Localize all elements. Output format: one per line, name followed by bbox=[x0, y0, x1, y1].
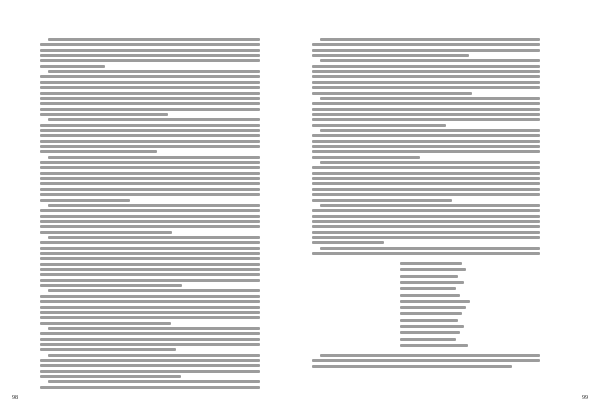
text-line-placeholder bbox=[40, 359, 260, 362]
text-line-placeholder bbox=[312, 241, 384, 244]
text-line-placeholder bbox=[312, 225, 540, 228]
text-line-placeholder bbox=[40, 375, 181, 378]
text-line-placeholder bbox=[40, 140, 260, 143]
text-line-placeholder bbox=[40, 129, 260, 132]
text-line-placeholder bbox=[48, 118, 260, 121]
text-line-placeholder bbox=[312, 172, 540, 175]
text-line-placeholder bbox=[48, 204, 260, 207]
text-line-placeholder bbox=[312, 252, 540, 255]
text-line-placeholder bbox=[40, 209, 260, 212]
text-line-placeholder bbox=[40, 225, 260, 228]
text-line-placeholder bbox=[48, 327, 260, 330]
text-line-placeholder bbox=[40, 172, 260, 175]
text-line-placeholder bbox=[40, 268, 260, 271]
text-line-placeholder bbox=[312, 177, 540, 180]
text-line-placeholder bbox=[40, 43, 260, 46]
text-line-placeholder bbox=[40, 177, 260, 180]
text-line-placeholder bbox=[400, 338, 456, 341]
text-line-placeholder bbox=[312, 209, 540, 212]
text-line-placeholder bbox=[40, 102, 260, 105]
text-line-placeholder bbox=[400, 344, 468, 347]
text-line-placeholder bbox=[400, 331, 460, 334]
text-line-placeholder bbox=[312, 199, 452, 202]
text-line-placeholder bbox=[40, 97, 260, 100]
text-line-placeholder bbox=[40, 193, 260, 196]
text-line-placeholder bbox=[48, 354, 260, 357]
text-line-placeholder bbox=[400, 300, 470, 303]
text-line-placeholder bbox=[40, 54, 260, 57]
text-line-placeholder bbox=[400, 287, 456, 290]
text-line-placeholder bbox=[40, 300, 260, 303]
text-line-placeholder bbox=[40, 113, 168, 116]
text-line-placeholder bbox=[40, 370, 260, 373]
text-line-placeholder bbox=[40, 188, 260, 191]
text-line-placeholder bbox=[400, 281, 464, 284]
text-line-placeholder bbox=[40, 215, 260, 218]
text-line-placeholder bbox=[312, 150, 540, 153]
text-line-placeholder bbox=[40, 257, 260, 260]
text-line-placeholder bbox=[312, 231, 540, 234]
text-line-placeholder bbox=[312, 108, 540, 111]
text-line-placeholder bbox=[400, 268, 466, 271]
text-line-placeholder bbox=[312, 113, 540, 116]
text-line-placeholder bbox=[400, 319, 458, 322]
text-line-placeholder bbox=[312, 166, 540, 169]
text-line-placeholder bbox=[40, 263, 260, 266]
text-line-placeholder bbox=[312, 124, 446, 127]
text-line-placeholder bbox=[40, 199, 130, 202]
text-line-placeholder bbox=[40, 150, 157, 153]
text-line-placeholder bbox=[312, 54, 469, 57]
text-line-placeholder bbox=[40, 65, 105, 68]
text-line-placeholder bbox=[40, 161, 260, 164]
text-line-placeholder bbox=[40, 332, 260, 335]
text-line-placeholder bbox=[48, 380, 260, 383]
text-line-placeholder bbox=[312, 81, 540, 84]
text-line-placeholder bbox=[40, 322, 171, 325]
text-line-placeholder bbox=[312, 102, 540, 105]
text-line-placeholder bbox=[48, 38, 260, 41]
text-line-placeholder bbox=[312, 86, 540, 89]
text-line-placeholder bbox=[400, 262, 462, 265]
text-line-placeholder bbox=[40, 279, 260, 282]
text-line-placeholder bbox=[312, 134, 540, 137]
text-line-placeholder bbox=[320, 59, 540, 62]
text-line-placeholder bbox=[40, 75, 260, 78]
text-line-placeholder bbox=[40, 231, 172, 234]
text-line-placeholder bbox=[312, 359, 540, 362]
text-line-placeholder bbox=[40, 182, 260, 185]
text-line-placeholder bbox=[320, 97, 540, 100]
text-line-placeholder bbox=[48, 236, 260, 239]
text-line-placeholder bbox=[312, 70, 540, 73]
text-line-placeholder bbox=[40, 145, 260, 148]
text-line-placeholder bbox=[40, 92, 260, 95]
text-line-placeholder bbox=[312, 182, 540, 185]
text-line-placeholder bbox=[40, 166, 260, 169]
right-page-number: 99 bbox=[582, 395, 588, 401]
text-line-placeholder bbox=[400, 275, 458, 278]
text-line-placeholder bbox=[400, 325, 464, 328]
text-line-placeholder bbox=[312, 118, 540, 121]
text-line-placeholder bbox=[320, 38, 540, 41]
text-line-placeholder bbox=[40, 124, 260, 127]
text-line-placeholder bbox=[40, 49, 260, 52]
text-line-placeholder bbox=[400, 312, 462, 315]
text-line-placeholder bbox=[48, 156, 260, 159]
text-line-placeholder bbox=[320, 129, 540, 132]
text-line-placeholder bbox=[320, 354, 540, 357]
text-line-placeholder bbox=[40, 311, 260, 314]
text-line-placeholder bbox=[320, 247, 540, 250]
left-page-number: 98 bbox=[12, 395, 18, 401]
text-line-placeholder bbox=[400, 294, 460, 297]
text-line-placeholder bbox=[400, 306, 466, 309]
text-line-placeholder bbox=[40, 247, 260, 250]
text-line-placeholder bbox=[40, 316, 260, 319]
text-line-placeholder bbox=[40, 134, 260, 137]
text-line-placeholder bbox=[312, 65, 540, 68]
text-line-placeholder bbox=[40, 343, 260, 346]
text-line-placeholder bbox=[40, 364, 260, 367]
text-line-placeholder bbox=[312, 145, 540, 148]
text-line-placeholder bbox=[312, 236, 540, 239]
text-line-placeholder bbox=[40, 108, 260, 111]
text-line-placeholder bbox=[48, 70, 260, 73]
text-line-placeholder bbox=[312, 193, 540, 196]
text-line-placeholder bbox=[40, 348, 176, 351]
text-line-placeholder bbox=[312, 156, 420, 159]
text-line-placeholder bbox=[312, 75, 540, 78]
text-line-placeholder bbox=[40, 338, 260, 341]
text-line-placeholder bbox=[48, 289, 260, 292]
text-line-placeholder bbox=[312, 215, 540, 218]
text-line-placeholder bbox=[312, 188, 540, 191]
text-line-placeholder bbox=[312, 140, 540, 143]
text-line-placeholder bbox=[320, 161, 540, 164]
text-line-placeholder bbox=[312, 220, 540, 223]
text-line-placeholder bbox=[40, 241, 260, 244]
text-line-placeholder bbox=[40, 306, 260, 309]
text-line-placeholder bbox=[312, 49, 540, 52]
text-line-placeholder bbox=[40, 273, 260, 276]
text-line-placeholder bbox=[40, 386, 260, 389]
text-line-placeholder bbox=[40, 284, 182, 287]
text-line-placeholder bbox=[40, 59, 260, 62]
text-line-placeholder bbox=[40, 86, 260, 89]
right-page bbox=[300, 0, 600, 419]
text-line-placeholder bbox=[40, 295, 260, 298]
text-line-placeholder bbox=[312, 92, 472, 95]
text-line-placeholder bbox=[320, 204, 540, 207]
text-line-placeholder bbox=[312, 43, 540, 46]
text-line-placeholder bbox=[40, 81, 260, 84]
text-line-placeholder bbox=[312, 365, 512, 368]
text-line-placeholder bbox=[40, 220, 260, 223]
text-line-placeholder bbox=[40, 252, 260, 255]
